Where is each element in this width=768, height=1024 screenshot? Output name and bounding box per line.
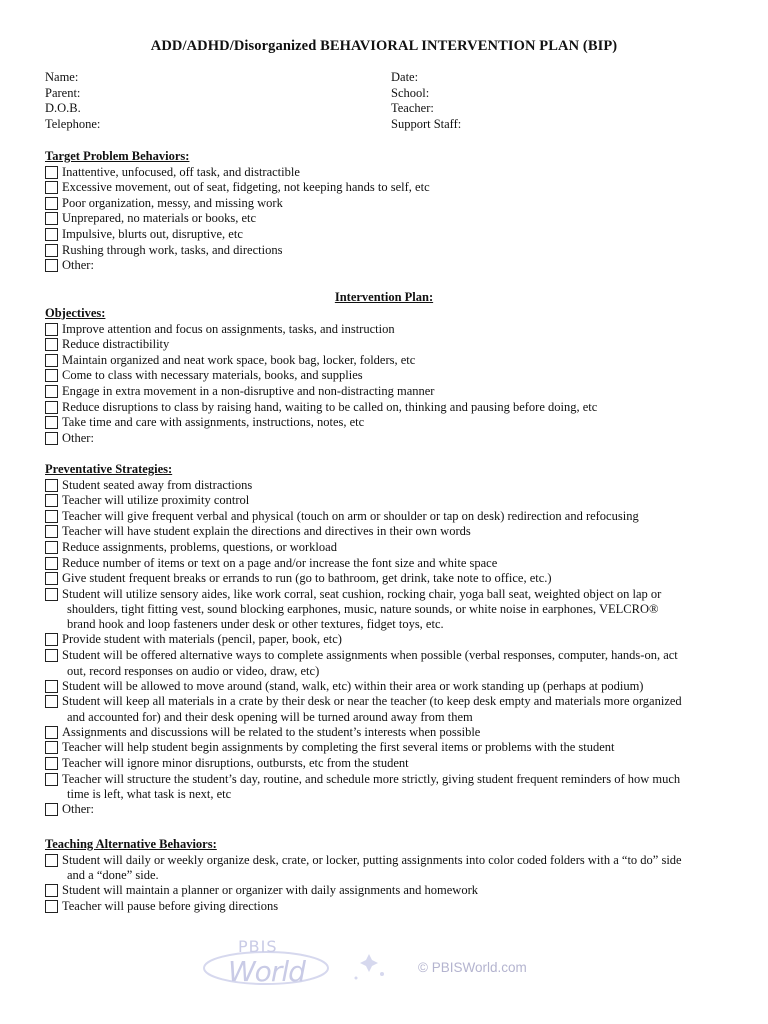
checklist-item: Student will be offered alternative ways to complete assignments when possible (verbal responses, computer, hands-on, act <box>45 648 682 664</box>
name-field: Name: <box>45 70 79 84</box>
checklist-item: Teacher will utilize proximity control <box>45 493 682 509</box>
continuation-line: out, record responses on audio or video, draw, etc) <box>67 663 320 678</box>
continuation-line: time is left, what task is next, etc <box>67 787 232 802</box>
copyright-text: © PBISWorld.com <box>418 960 527 975</box>
checklist-item: Other: <box>45 258 430 274</box>
checklist-item: Teacher will have student explain the directions and directives in their own words <box>45 524 682 540</box>
checklist-item: Take time and care with assignments, instructions, notes, etc <box>45 415 597 431</box>
checklist-item: Reduce distractibility <box>45 337 597 353</box>
intervention-plan-heading: Intervention Plan: <box>334 290 434 304</box>
alternative-behaviors-heading: Teaching Alternative Behaviors: <box>45 837 217 851</box>
telephone-field: Telephone: <box>45 116 101 131</box>
checkbox[interactable] <box>45 541 58 554</box>
checklist-item: Reduce assignments, problems, questions, or workload <box>45 540 682 556</box>
checkbox[interactable] <box>45 479 58 492</box>
checkbox[interactable] <box>45 726 58 739</box>
checklist-item: Inattentive, unfocused, off task, and distractible <box>45 165 430 181</box>
checkbox[interactable] <box>45 244 58 257</box>
checklist-item: Rushing through work, tasks, and directions <box>45 243 430 259</box>
checkbox[interactable] <box>45 166 58 179</box>
checkbox[interactable] <box>45 354 58 367</box>
checkbox[interactable] <box>45 338 58 351</box>
checklist-item: Engage in extra movement in a non-disruptive and non-distracting manner <box>45 384 597 400</box>
checkbox[interactable] <box>45 197 58 210</box>
target-behaviors-heading: Target Problem Behaviors: <box>45 149 190 163</box>
checkbox[interactable] <box>45 680 58 693</box>
checklist-item: Teacher will help student begin assignments by completing the first several items or problems with the student <box>45 740 682 756</box>
checklist-item: Student will be allowed to move around (stand, walk, etc) within their area or work standing up (perhaps at podium) <box>45 679 682 695</box>
checklist-item: Provide student with materials (pencil, paper, book, etc) <box>45 632 682 648</box>
checkbox[interactable] <box>45 649 58 662</box>
checkbox[interactable] <box>45 572 58 585</box>
logo-pbis-text: PBIS <box>238 937 278 956</box>
checkbox[interactable] <box>45 525 58 538</box>
target-behaviors-section <box>45 149 430 274</box>
checkbox[interactable] <box>45 510 58 523</box>
alternative-behaviors-section <box>45 837 682 914</box>
checklist-item: Come to class with necessary materials, books, and supplies <box>45 368 597 384</box>
checklist-item: Excessive movement, out of seat, fidgeting, not keeping hands to self, etc <box>45 180 430 196</box>
checklist-item: Teacher will ignore minor disruptions, outbursts, etc from the student <box>45 756 682 772</box>
checkbox[interactable] <box>45 416 58 429</box>
checklist-item: Student seated away from distractions <box>45 478 682 494</box>
checkbox[interactable] <box>45 633 58 646</box>
continuation-line: and a “done” side. <box>67 868 159 883</box>
checklist-item: Other: <box>45 802 682 818</box>
objectives-section <box>45 306 597 446</box>
checklist-item: Poor organization, messy, and missing work <box>45 196 430 212</box>
checklist-item: Student will utilize sensory aides, like work corral, seat cushion, rocking chair, yoga ball seat, weighted object on lap or <box>45 587 682 603</box>
checkbox[interactable] <box>45 212 58 225</box>
checklist-item: Unprepared, no materials or books, etc <box>45 211 430 227</box>
checkbox[interactable] <box>45 741 58 754</box>
checklist-item: Other: <box>45 431 597 447</box>
info-left <box>45 70 100 132</box>
continuation-line: and accounted for) and their desk opening will be turned around away from them <box>67 709 473 724</box>
checklist-item: Give student frequent breaks or errands to run (go to bathroom, get drink, take note to office, etc.) <box>45 571 682 587</box>
checkbox[interactable] <box>45 557 58 570</box>
checkbox[interactable] <box>45 757 58 770</box>
checklist-item: Teacher will give frequent verbal and physical (touch on arm or shoulder or tap on desk) redirection and refocusing <box>45 509 682 525</box>
checkbox[interactable] <box>45 181 58 194</box>
checklist-item: Student will keep all materials in a crate by their desk or near the teacher (to keep desk empty and materials more organized <box>45 694 682 710</box>
checklist-item: Improve attention and focus on assignments, tasks, and instruction <box>45 322 597 338</box>
checklist-item: Student will maintain a planner or organizer with daily assignments and homework <box>45 883 682 899</box>
checkbox[interactable] <box>45 259 58 272</box>
dob-field: D.O.B. <box>45 101 81 116</box>
checkbox[interactable] <box>45 803 58 816</box>
teacher-field: Teacher: <box>391 101 434 116</box>
parent-field: Parent: <box>45 85 81 100</box>
school-field: School: <box>391 85 430 100</box>
preventative-section <box>45 462 682 818</box>
info-right <box>391 70 461 132</box>
checkbox[interactable] <box>45 385 58 398</box>
continuation-line: brand hook and loop fasteners under desk or other textures, fidget toys, etc. <box>67 617 444 632</box>
checklist-item: Assignments and discussions will be related to the student’s interests when possible <box>45 725 682 741</box>
checklist-item: Student will daily or weekly organize desk, crate, or locker, putting assignments into color coded folders with a “to do” side <box>45 853 682 869</box>
checkbox[interactable] <box>45 401 58 414</box>
checkbox[interactable] <box>45 900 58 913</box>
checkbox[interactable] <box>45 369 58 382</box>
checklist-item: Maintain organized and neat work space, book bag, locker, folders, etc <box>45 353 597 369</box>
objectives-heading: Objectives: <box>45 306 106 320</box>
continuation-line: shoulders, tight fitting vest, sound blocking earphones, music, nature sounds, or white noise in earphones, VELCRO® <box>67 602 659 617</box>
checklist-item: Teacher will pause before giving directions <box>45 899 682 915</box>
checkbox[interactable] <box>45 884 58 897</box>
preventative-heading: Preventative Strategies: <box>45 462 173 476</box>
checkbox[interactable] <box>45 323 58 336</box>
checklist-item: Teacher will structure the student’s day, routine, and schedule more strictly, giving student frequent reminders of how much <box>45 772 682 788</box>
checkbox[interactable] <box>45 854 58 867</box>
checkbox[interactable] <box>45 695 58 708</box>
checkbox[interactable] <box>45 773 58 786</box>
checklist-item: Reduce number of items or text on a page and/or increase the font size and white space <box>45 556 682 572</box>
document-title: ADD/ADHD/Disorganized BEHAVIORAL INTERVENTION PLAN (BIP) <box>150 38 618 54</box>
logo-world-text: World <box>228 955 305 988</box>
support-staff-field: Support Staff: <box>391 116 462 131</box>
checklist-item: Impulsive, blurts out, disruptive, etc <box>45 227 430 243</box>
checkbox[interactable] <box>45 588 58 601</box>
checkbox[interactable] <box>45 494 58 507</box>
checkbox[interactable] <box>45 228 58 241</box>
date-field: Date: <box>391 70 419 84</box>
checkbox[interactable] <box>45 432 58 445</box>
checklist-item: Reduce disruptions to class by raising hand, waiting to be called on, thinking and pausing before doing, etc <box>45 400 597 416</box>
